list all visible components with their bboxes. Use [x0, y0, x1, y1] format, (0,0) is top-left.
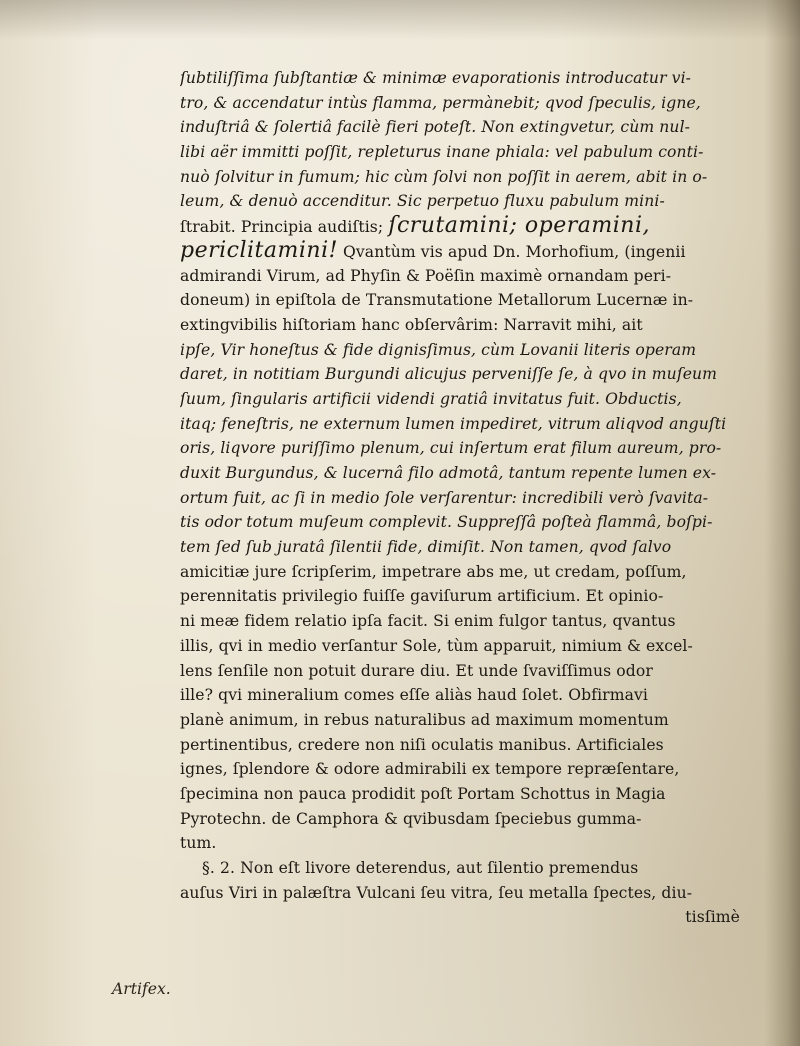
section-paragraph-start: §. 2. Non eſt livore deterendus, aut ſilentio premendus	[202, 859, 639, 877]
text-line: ſuum, ſingularis artificii videndi gratiâ invitatus fuit. Obductis,	[180, 389, 682, 408]
text-line: ipſe, Vir honeſtus & fide dignisſimus, cùm Lovanii literis operam	[180, 340, 697, 359]
text-line: amicitiæ jure ſcripſerim, impetrare abs me, ut credam, poſſum,	[180, 562, 687, 581]
text-line: tum.	[180, 834, 217, 853]
body-text	[180, 66, 770, 930]
text-line: nuò ſolvitur in fumum; hic cùm ſolvi non poſſit in aerem, abit in o-	[180, 167, 708, 186]
text-line: ortum fuit, ac ſi in medio ſole verſarentur: incredibili verò ſvavita-	[180, 488, 709, 507]
display-segment: ſcrutamini; operamini,	[388, 214, 651, 239]
text-line	[180, 239, 770, 264]
text-line: illis, qvi in medio verſantur Sole, tùm apparuit, nimium & excel-	[180, 636, 693, 655]
text-line: lens ſenſile non potuit durare diu. Et unde ſvaviſſimus odor	[180, 661, 653, 680]
text-line: planè animum, in rebus naturalibus ad maximum momentum	[180, 710, 669, 729]
text-line: admirandi Virum, ad Phyſin & Poëſin maximè ornandam peri-	[180, 266, 672, 285]
catchword: tisſimè	[685, 908, 740, 927]
text-line	[180, 214, 770, 239]
text-line: perennitatis privilegio fuiſſe gaviſurum artificium. Et opinio-	[180, 587, 664, 606]
text-line: tro, & accendatur intùs flamma, permànebit; qvod ſpeculis, igne,	[180, 93, 701, 112]
text-line: daret, in notitiam Burgundi alicujus perveniſſe ſe, à qvo in muſeum	[180, 365, 718, 384]
text-line: tis odor totum muſeum complevit. Suppreſſâ poſteà flammâ, boſpi-	[180, 513, 713, 532]
text-line: ni meæ fidem relatio ipſa facit. Si enim fulgor tantus, qvantus	[180, 612, 676, 631]
text-line: pertinentibus, credere non niſi oculatis manibus. Artificiales	[180, 735, 664, 754]
text-line: oris, liqvore puriſſimo plenum, cui inſertum erat filum aureum, pro-	[180, 439, 722, 458]
text-line: itaq; feneſtris, ne externum lumen impediret, vitrum aliqvod anguſti	[180, 414, 727, 433]
text-line: induſtriâ & ſolertiâ facilè fieri poteſt. Non extingvetur, cùm nul-	[180, 118, 691, 137]
text-line: ſubtiliſſima ſubſtantiæ & minimæ evaporationis introducatur vi-	[180, 69, 692, 87]
display-segment: periclitamini!	[180, 238, 338, 263]
text-line: auſus Viri in palæſtra Vulcani ſeu vitra, ſeu metalla ſpectes, diu-	[180, 883, 693, 902]
text-segment: ſtrabit. Principia audiſtis;	[180, 218, 384, 237]
text-line: ſpecimina non pauca prodidit poſt Portam Schottus in Magia	[180, 784, 666, 803]
text-line: doneum) in epiſtola de Transmutatione Metallorum Lucernæ in-	[180, 291, 694, 310]
text-segment: Qvantùm vis apud Dn. Morhofium, (ingenii	[343, 242, 686, 261]
text-line: duxit Burgundus, & lucernâ filo admotâ, tantum repente lumen ex-	[180, 464, 717, 482]
marginal-note: Artifex.	[112, 980, 171, 998]
text-line: ille? qvi mineralium comes eſſe aliàs haud ſolet. Obfirmavi	[180, 686, 649, 705]
text-line: Pyrotechn. de Camphora & qvibusdam ſpeciebus gumma-	[180, 809, 642, 828]
text-line: tem ſed ſub juratâ ſilentii fide, dimiſit. Non tamen, qvod ſalvo	[180, 538, 672, 557]
text-line: extingvibilis hiſtoriam hanc obſervârim: Narravit mihi, ait	[180, 315, 643, 334]
text-line: ignes, ſplendore & odore admirabili ex tempore repræſentare,	[180, 760, 680, 779]
text-line: libi aër immitti poſſit, repleturus inane phiala: vel pabulum conti-	[180, 143, 704, 162]
text-line: leum, & denuò accenditur. Sic perpetuo fluxu pabulum mini-	[180, 192, 665, 211]
page-top-shadow	[0, 0, 800, 40]
